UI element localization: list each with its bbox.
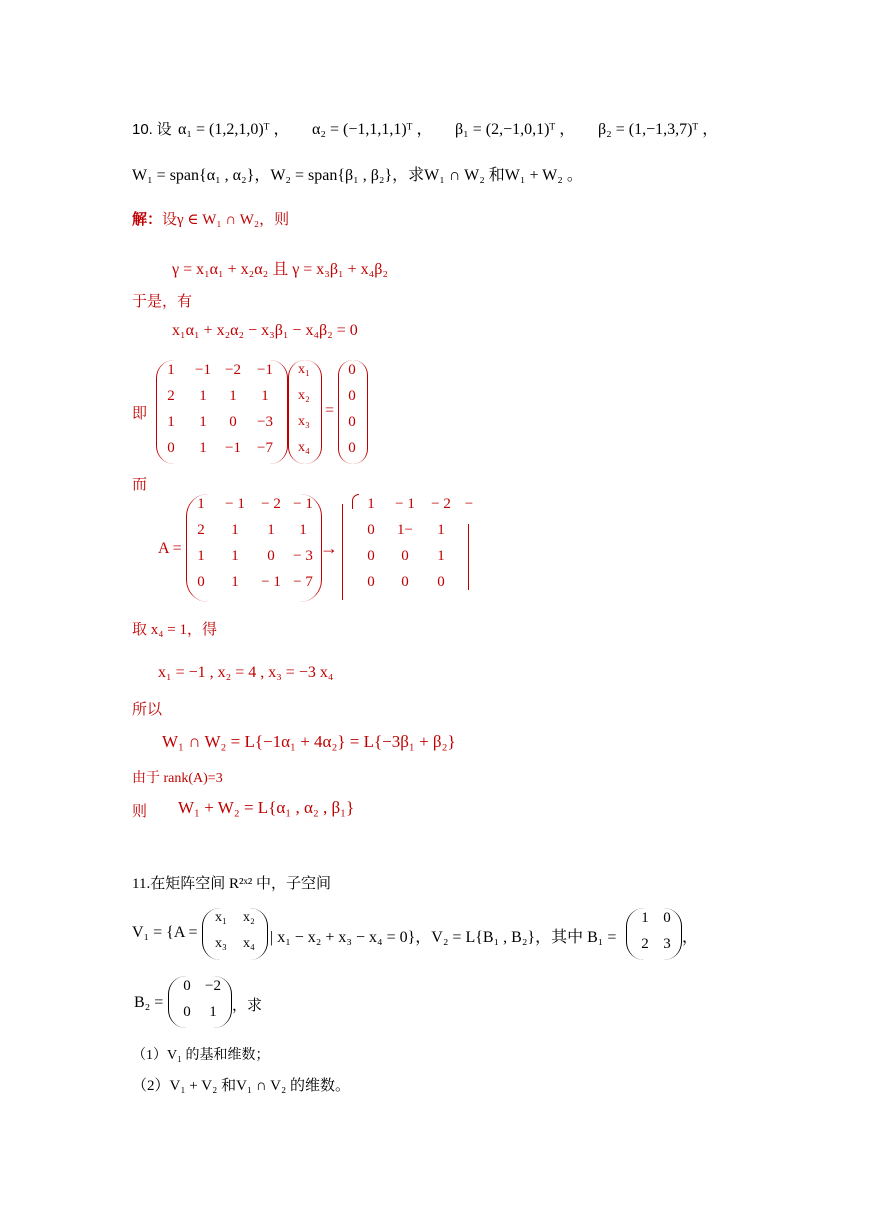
var-cell: x₃: [298, 414, 310, 429]
a-left-cell: − 3: [293, 548, 313, 564]
A-general-matrix: [202, 908, 266, 960]
solution-values: x₁ = −1 , x₂ = 4 , x₃ = −3 x₄: [158, 664, 334, 681]
a-right-cell: 0: [401, 574, 409, 590]
var-cell: x₂: [298, 388, 310, 403]
a-left-cell: 0: [197, 574, 205, 590]
problem-10-statement: W₁ = span{α₁ , α₂}，W₂ = span{β₁ , β₂}，求W₁ ∩ W₂ 和W₁ + W₂ 。: [132, 167, 583, 184]
b2-cell: 0: [183, 1004, 191, 1020]
she-word: 设: [156, 122, 172, 138]
zero-cell: 0: [348, 362, 356, 378]
a-right-cell: 1−: [397, 522, 413, 538]
a-right-cell: 0: [367, 574, 375, 590]
er-text: 而: [132, 477, 148, 493]
solution-intro: [132, 208, 289, 229]
coef-cell: 0: [167, 440, 175, 456]
a-left-cell: 0: [267, 548, 275, 564]
coef-cell: 1: [199, 388, 207, 404]
equals-sign: =: [325, 402, 335, 419]
coef-cell: 1: [167, 414, 175, 430]
zero-vector: [338, 360, 366, 464]
a-left-cell: 1: [231, 522, 239, 538]
ze-text: 则: [132, 804, 148, 820]
coef-cell: 1: [199, 440, 207, 456]
a-left-cell: 1: [197, 548, 205, 564]
a-left-cell: − 2: [261, 496, 281, 512]
var-cell: x₁: [298, 362, 310, 377]
a-right-cell: 0: [367, 522, 375, 538]
vars-vector: [288, 360, 320, 464]
a-left-cell: 1: [197, 496, 205, 512]
b1-cell: 3: [663, 936, 671, 952]
a-right-cell: −: [464, 496, 474, 512]
problem-11-title: 11.在矩阵空间 R²ˣ² 中，子空间: [132, 876, 332, 892]
sum-result: W₁ + W₂ = L{α₁ , α₂ , β₁}: [178, 798, 355, 817]
a-left-cell: − 1: [261, 574, 281, 590]
a-gen-cell: x₂: [243, 910, 255, 925]
question-1: （1）V₁ 的基和维数；: [132, 1048, 270, 1063]
b2-cell: 0: [183, 978, 191, 994]
coef-cell: 0: [229, 414, 237, 430]
b2-cell: 1: [209, 1004, 217, 1020]
a-right-cell: 1: [437, 548, 445, 564]
suoyi-text: 所以: [132, 702, 163, 718]
yushi-text: 于是，有: [132, 294, 193, 310]
V1-condition: | x₁ − x₂ + x₃ − x₄ = 0}，V₂ = L{B₁ , B₂}，其中 B₁ =: [270, 929, 617, 946]
coef-cell: 1: [199, 414, 207, 430]
coef-cell: −7: [257, 440, 273, 456]
a-right-cell: 1: [437, 522, 445, 538]
problem-number: 10.: [132, 121, 153, 138]
take-x4: 取 x₄ = 1，得: [132, 622, 217, 638]
solution-label: 解：: [132, 212, 163, 228]
a-left-cell: 1: [231, 548, 239, 564]
coef-cell: −3: [257, 414, 273, 430]
B2-matrix: [168, 976, 230, 1028]
coef-cell: −1: [225, 440, 241, 456]
a-right-cell: − 1: [395, 496, 415, 512]
coef-cell: 1: [229, 388, 237, 404]
intersection-result: W₁ ∩ W₂ = L{−1α₁ + 4α₂} = L{−3β₁ + β₂}: [162, 732, 456, 751]
coef-cell: 1: [167, 362, 175, 378]
b1-cell: 2: [641, 936, 649, 952]
coef-cell: 1: [261, 388, 269, 404]
A-matrix-left: [186, 494, 320, 602]
problem-10-number: [132, 118, 172, 139]
coef-matrix: [156, 360, 286, 464]
alpha1-def: α₁ = (1,2,1,0)ᵀ ，: [178, 121, 290, 138]
zero-cell: 0: [348, 414, 356, 430]
b1-cell: 0: [663, 910, 671, 926]
coef-cell: −1: [257, 362, 273, 378]
B2-label: B₂ =: [134, 994, 164, 1011]
a-left-cell: − 1: [225, 496, 245, 512]
A-matrix-right: [342, 494, 474, 602]
solution-text: 设γ ∈ W₁ ∩ W₂，则: [162, 212, 290, 228]
arrow: →: [320, 538, 338, 558]
a-left-cell: 1: [231, 574, 239, 590]
A-label: A =: [158, 540, 182, 557]
coef-cell: −1: [195, 362, 211, 378]
question-2: （2）V₁ + V₂ 和V₁ ∩ V₂ 的维数。: [132, 1078, 350, 1094]
a-gen-cell: x₁: [215, 910, 227, 925]
zero-cell: 0: [348, 388, 356, 404]
ji-text: 即: [132, 406, 148, 422]
rank-statement: 由于 rank(A)=3: [132, 771, 223, 786]
linear-combination-equation: x₁α₁ + x₂α₂ − x₃β₁ − x₄β₂ = 0: [172, 322, 358, 339]
qiu-text: ，求: [232, 998, 263, 1014]
a-left-cell: 1: [299, 522, 307, 538]
comma: ，: [682, 929, 699, 946]
b2-cell: −2: [205, 978, 221, 994]
B1-matrix: [626, 908, 680, 960]
coef-cell: 2: [167, 388, 175, 404]
a-left-cell: 2: [197, 522, 205, 538]
a-left-cell: − 7: [293, 574, 313, 590]
V1-prefix: V₁ = {A =: [132, 924, 198, 941]
a-gen-cell: x₃: [215, 936, 227, 951]
beta2-def: β₂ = (1,−1,3,7)ᵀ ，: [598, 121, 719, 138]
a-right-cell: 0: [437, 574, 445, 590]
var-cell: x₄: [298, 440, 310, 455]
beta1-def: β₁ = (2,−1,0,1)ᵀ ，: [455, 121, 576, 138]
a-right-cell: 0: [367, 548, 375, 564]
coef-cell: −2: [225, 362, 241, 378]
a-left-cell: − 1: [293, 496, 313, 512]
b1-cell: 1: [641, 910, 649, 926]
a-right-cell: 0: [401, 548, 409, 564]
zero-cell: 0: [348, 440, 356, 456]
a-right-cell: 1: [367, 496, 375, 512]
a-left-cell: 1: [267, 522, 275, 538]
alpha2-def: α₂ = (−1,1,1,1)ᵀ ，: [312, 121, 433, 138]
gamma-equation: γ = x₁α₁ + x₂α₂ 且 γ = x₃β₁ + x₄β₂: [172, 261, 388, 278]
a-gen-cell: x₄: [243, 936, 255, 951]
a-right-cell: − 2: [431, 496, 451, 512]
